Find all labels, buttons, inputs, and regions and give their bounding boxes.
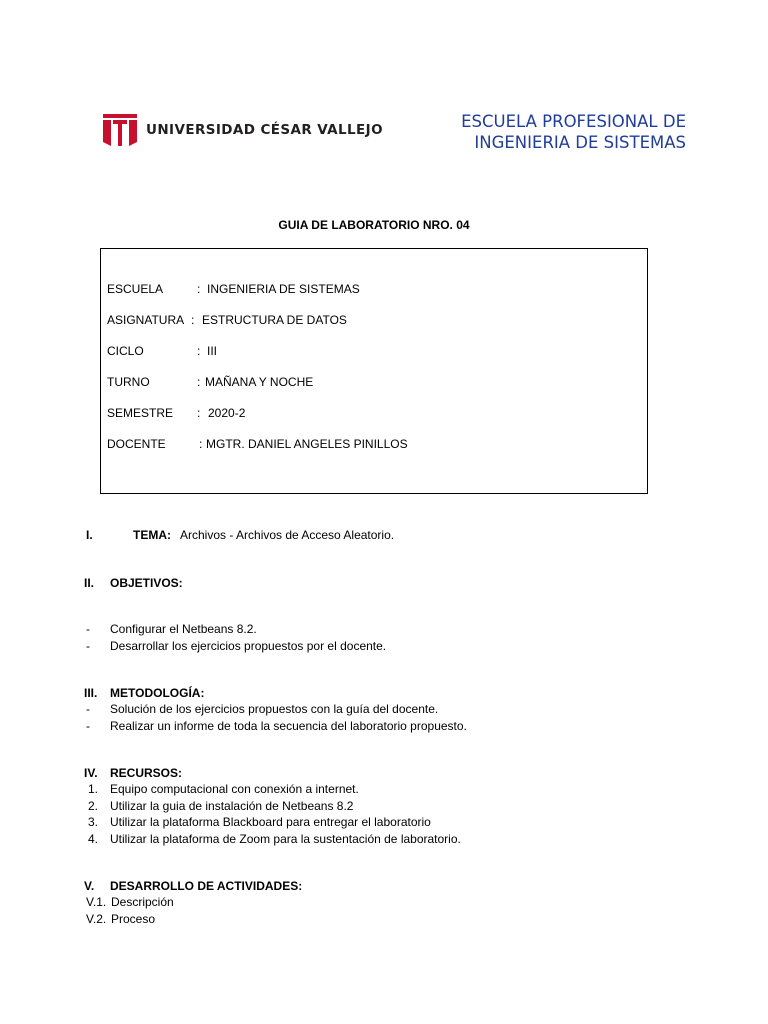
- school-line-2: INGENIERIA DE SISTEMAS: [474, 133, 686, 152]
- school-line-1: ESCUELA PROFESIONAL DE: [461, 112, 686, 131]
- info-colon: :: [197, 406, 201, 420]
- info-value: 2020-2: [208, 406, 246, 420]
- section-number: V.: [84, 879, 95, 893]
- university-name: UNIVERSIDAD CÉSAR VALLEJO: [146, 122, 383, 138]
- item-text: Descripción: [111, 895, 174, 909]
- info-colon: :: [197, 344, 201, 358]
- item-text: Realizar un informe de toda la secuencia del laboratorio propuesto.: [110, 719, 467, 733]
- item-number: V.2.: [86, 912, 107, 926]
- school-title: [461, 111, 686, 153]
- item-text: Equipo computacional con conexión a internet.: [110, 782, 359, 796]
- ucv-logo-icon: [102, 112, 138, 148]
- info-value: INGENIERIA DE SISTEMAS: [207, 282, 360, 296]
- info-value: III: [207, 344, 218, 358]
- item-text: Desarrollar los ejercicios propuestos por el docente.: [110, 639, 387, 653]
- item-text: Utilizar la plataforma Blackboard para entregar el laboratorio: [110, 815, 431, 829]
- section-title: RECURSOS:: [110, 766, 183, 780]
- info-value: ESTRUCTURA DE DATOS: [202, 313, 347, 327]
- info-label: CICLO: [107, 344, 144, 358]
- section-number: III.: [84, 686, 98, 700]
- section-title: DESARROLLO DE ACTIVIDADES:: [110, 879, 303, 893]
- info-label: DOCENTE: [107, 437, 166, 451]
- section-text: Archivos - Archivos de Acceso Aleatorio.: [180, 528, 395, 542]
- section-number: II.: [84, 576, 95, 590]
- bullet: -: [86, 719, 90, 733]
- bullet: -: [86, 702, 90, 716]
- item-text: Utilizar la plataforma de Zoom para la sustentación de laboratorio.: [110, 832, 461, 846]
- course-info-box: [100, 248, 648, 494]
- section-number: IV.: [84, 766, 98, 780]
- bullet: -: [86, 622, 90, 636]
- item-number: 2.: [88, 799, 99, 813]
- info-label: TURNO: [107, 375, 150, 389]
- section-label: TEMA:: [133, 528, 171, 542]
- item-number: 3.: [88, 815, 99, 829]
- item-number: 1.: [88, 782, 99, 796]
- bullet: -: [86, 639, 90, 653]
- info-colon: :: [197, 375, 201, 389]
- item-text: Solución de los ejercicios propuestos con la guía del docente.: [110, 702, 439, 716]
- section-title: OBJETIVOS:: [110, 576, 183, 590]
- section-number: I.: [86, 528, 93, 542]
- guide-title: GUIA DE LABORATORIO NRO. 04: [278, 218, 470, 232]
- info-colon: :: [191, 313, 195, 327]
- info-label: SEMESTRE: [107, 406, 174, 420]
- item-text: Configurar el Netbeans 8.2.: [110, 622, 257, 636]
- info-colon: :: [197, 282, 201, 296]
- item-number: 4.: [88, 832, 99, 846]
- item-number: V.1.: [86, 895, 107, 909]
- info-label: ASIGNATURA: [107, 313, 185, 327]
- info-value: MAÑANA Y NOCHE: [205, 375, 314, 389]
- university-logo: [102, 112, 383, 148]
- info-colon: :: [199, 437, 203, 451]
- info-value: MGTR. DANIEL ANGELES PINILLOS: [206, 437, 408, 451]
- info-label: ESCUELA: [107, 282, 164, 296]
- item-text: Utilizar la guia de instalación de Netbeans 8.2: [110, 799, 354, 813]
- item-text: Proceso: [111, 912, 156, 926]
- section-title: METODOLOGÍA:: [110, 686, 205, 700]
